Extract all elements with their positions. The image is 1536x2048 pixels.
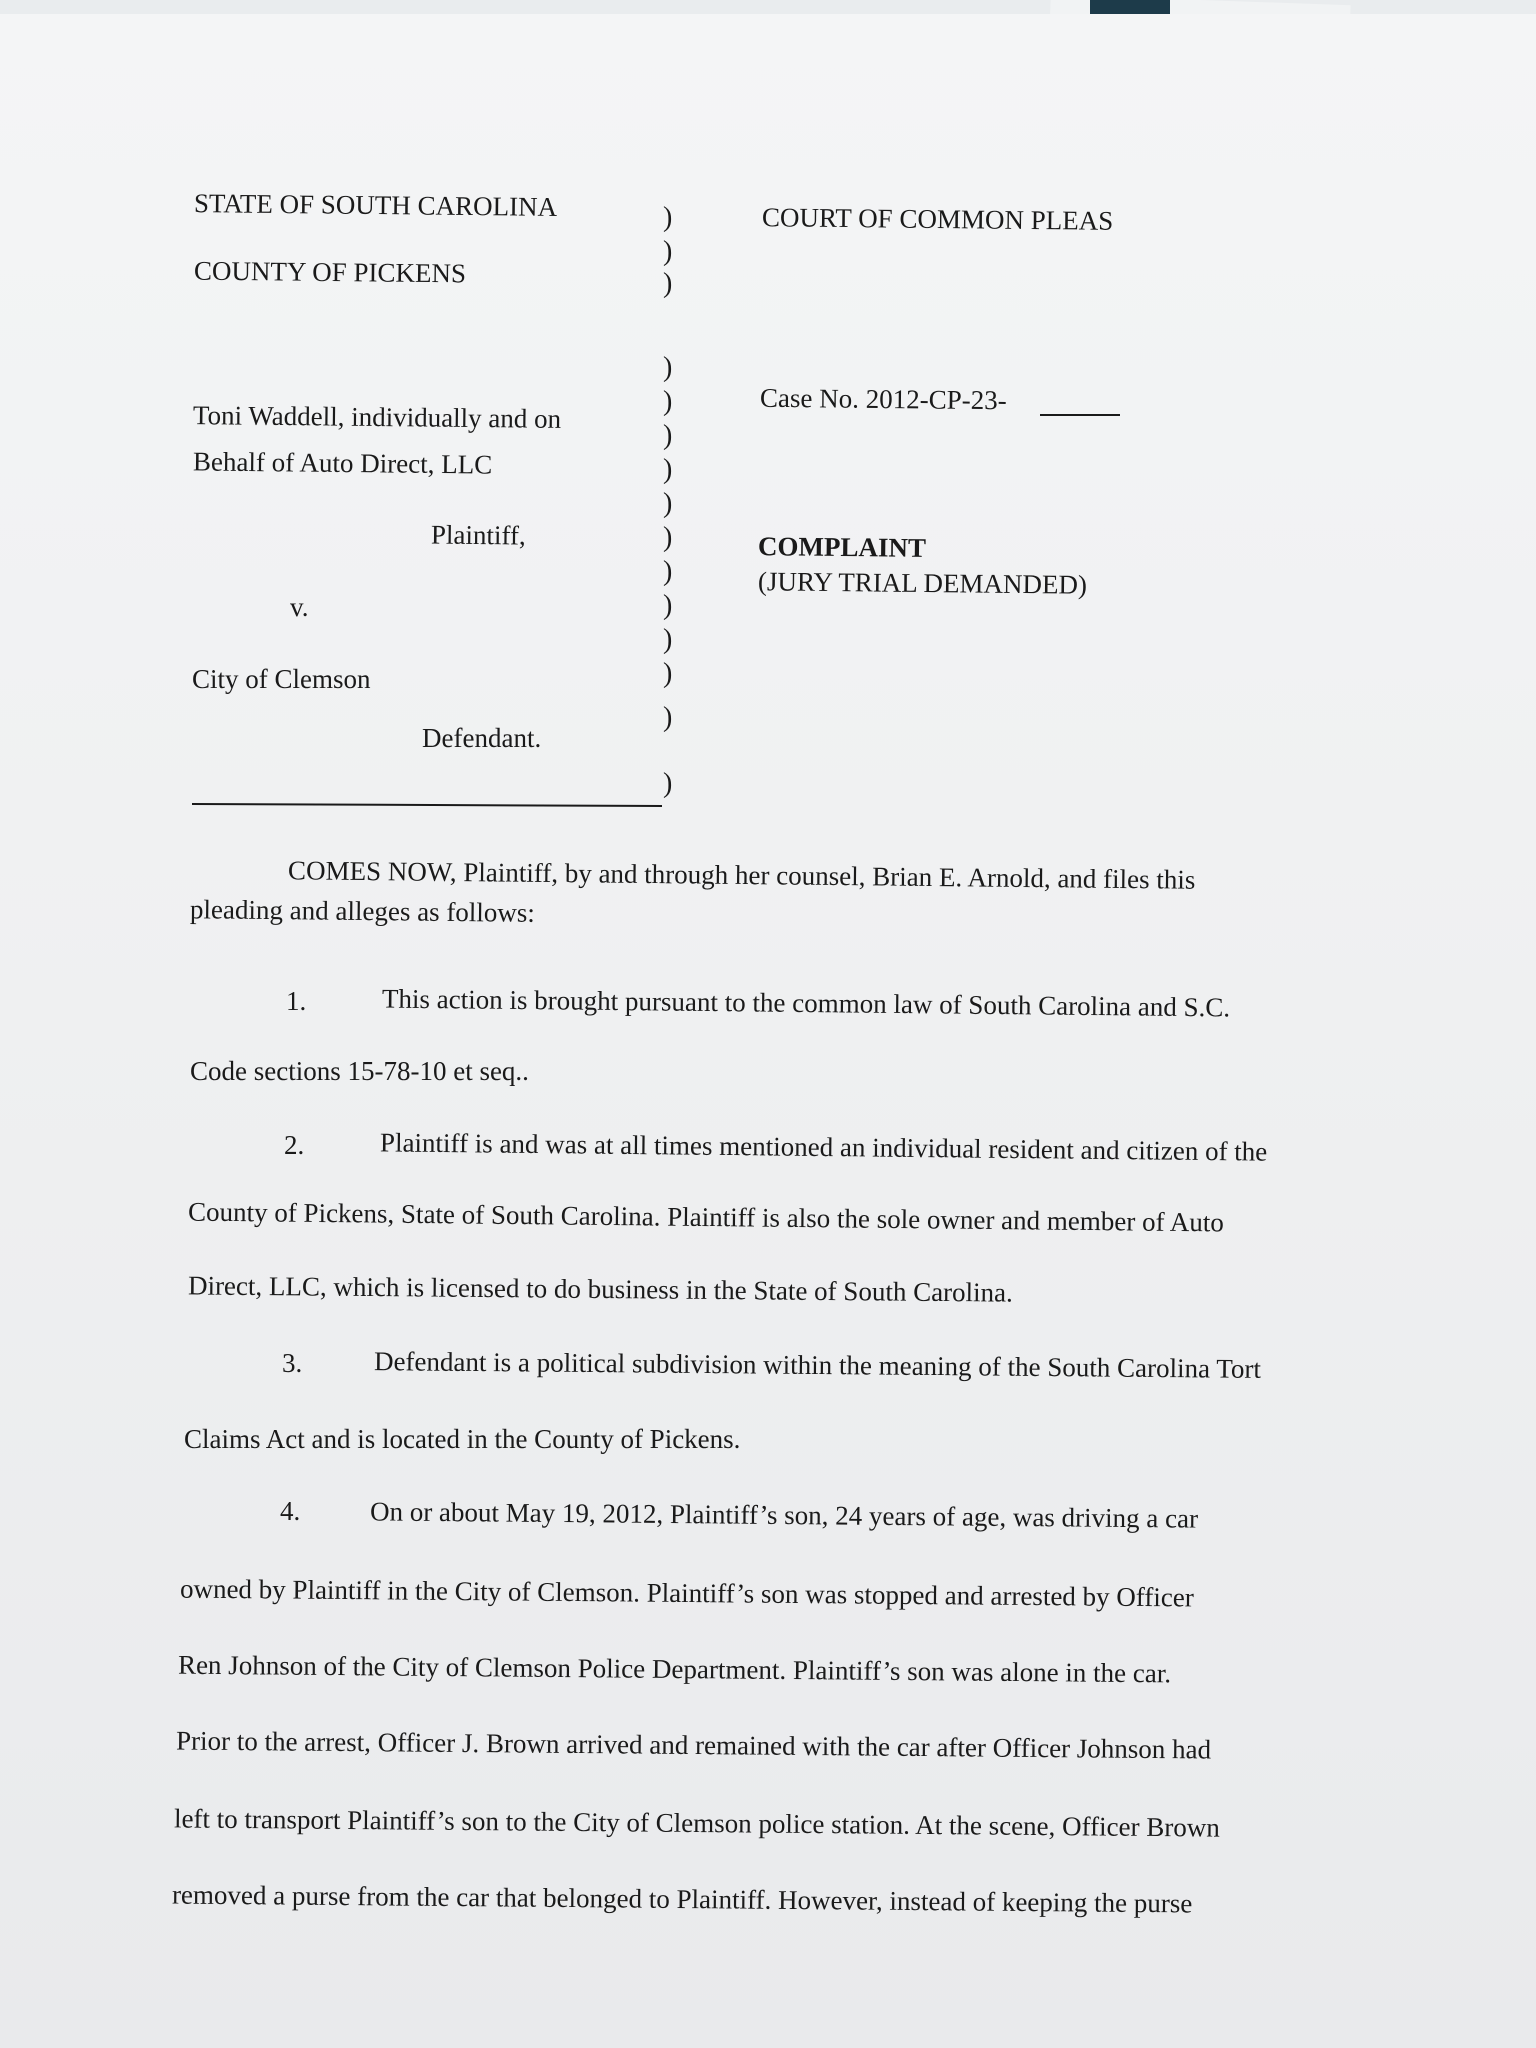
paragraph-line: Direct, LLC, which is licensed to do business in the State of South Carolina.: [187, 1270, 1013, 1308]
underlying-page-tab: [1090, 0, 1170, 14]
plaintiff-name-line2: Behalf of Auto Direct, LLC: [192, 446, 493, 480]
plaintiff-name-line1: Toni Waddell, individually and on: [192, 400, 562, 434]
caption-paren: ): [663, 702, 673, 733]
caption-paren: ): [663, 454, 673, 485]
paragraph-number: 3.: [282, 1348, 303, 1378]
paragraph-line: owned by Plaintiff in the City of Clemson. Plaintiff’s son was stopped and arrested by Officer: [179, 1573, 1194, 1613]
paragraph-number: 2.: [284, 1130, 305, 1160]
caption-paren: ): [663, 658, 673, 689]
county-line: COUNTY OF PICKENS: [193, 255, 467, 289]
paragraph-line: This action is brought pursuant to the common law of South Carolina and S.C.: [381, 983, 1231, 1023]
case-number-blank: [1040, 414, 1120, 416]
document-page: [0, 14, 1536, 2048]
defendant-label: Defendant.: [422, 723, 542, 753]
case-number: Case No. 2012-CP-23-: [759, 382, 1007, 416]
caption-paren: ): [663, 236, 673, 267]
paragraph-line: left to transport Plaintiff’s son to the City of Clemson police station. At the scene, Officer Brown: [173, 1803, 1220, 1843]
caption-paren: ): [663, 522, 673, 553]
caption-paren: ): [663, 386, 673, 417]
caption-paren: ): [663, 590, 673, 621]
paragraph-line: Defendant is a political subdivision within the meaning of the South Carolina Tort: [373, 1346, 1262, 1384]
intro-line1: COMES NOW, Plaintiff, by and through her counsel, Brian E. Arnold, and files this: [287, 855, 1196, 895]
caption-paren: ): [663, 556, 673, 587]
paragraph-number: 1.: [286, 986, 307, 1016]
document-title: COMPLAINT: [757, 531, 927, 563]
caption-paren: ): [663, 268, 673, 299]
paragraph-line: Plaintiff is and was at all times mentioned an individual resident and citizen of the: [379, 1127, 1268, 1167]
paragraph-line: Code sections 15-78-10 et seq..: [190, 1056, 529, 1086]
paragraph-line: On or about May 19, 2012, Plaintiff’s son, 24 years of age, was driving a car: [369, 1496, 1199, 1534]
paragraph-line: Prior to the arrest, Officer J. Brown arrived and remained with the car after Officer Johnson had: [175, 1725, 1212, 1765]
caption-bottom-rule: [192, 803, 662, 807]
caption-paren: ): [663, 352, 673, 383]
paragraph-line: Claims Act and is located in the County of Pickens.: [184, 1424, 741, 1454]
plaintiff-label: Plaintiff,: [430, 519, 526, 551]
document-subtitle: (JURY TRIAL DEMANDED): [757, 566, 1088, 600]
caption-paren: ): [663, 488, 673, 519]
paragraph-line: Ren Johnson of the City of Clemson Police Department. Plaintiff’s son was alone in the car.: [177, 1649, 1172, 1689]
defendant-name: City of Clemson: [192, 664, 371, 694]
caption-paren: ): [663, 202, 673, 233]
versus: v.: [290, 592, 309, 622]
intro-line2: pleading and alleges as follows:: [189, 894, 536, 928]
caption-paren: ): [663, 768, 673, 799]
caption-paren: ): [663, 420, 673, 451]
state-line: STATE OF SOUTH CAROLINA: [193, 188, 558, 222]
paragraph-line: County of Pickens, State of South Carolina. Plaintiff is also the sole owner and member of Auto: [187, 1196, 1225, 1238]
paragraph-line: removed a purse from the car that belonged to Plaintiff. However, instead of keeping the purse: [171, 1879, 1193, 1919]
paragraph-number: 4.: [280, 1496, 301, 1526]
court-name: COURT OF COMMON PLEAS: [761, 202, 1114, 236]
caption-paren: ): [663, 624, 673, 655]
